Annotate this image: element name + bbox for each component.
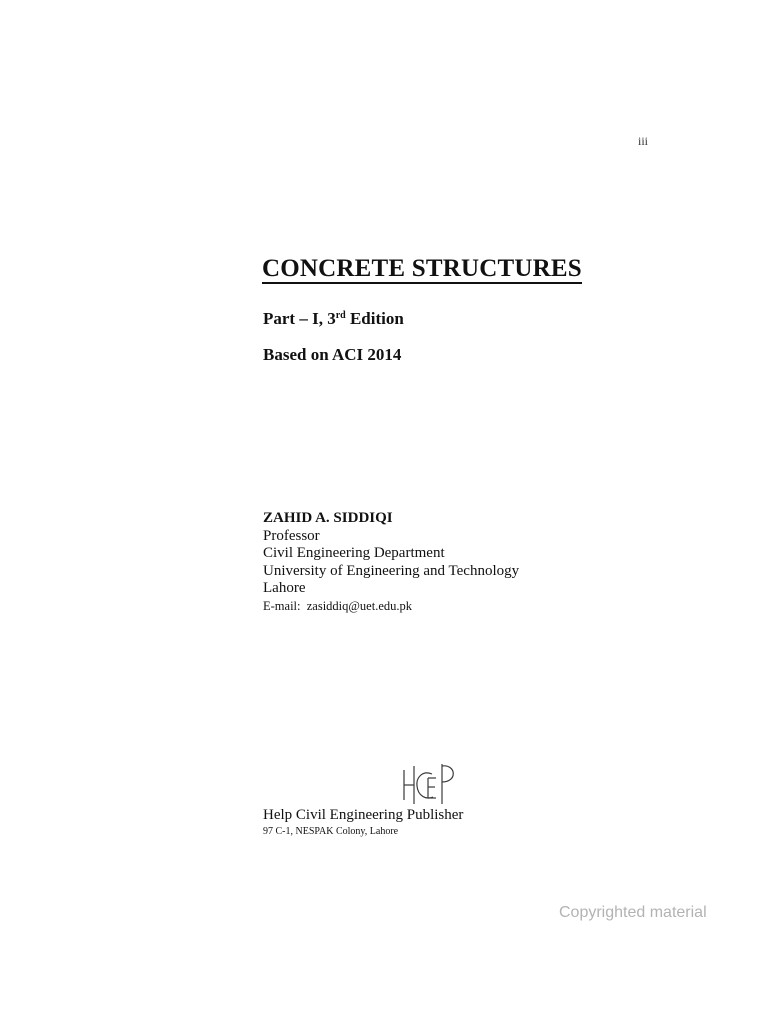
email-label: E-mail: [263, 598, 301, 613]
edition-line [263, 309, 404, 329]
page-number: iii [638, 134, 649, 148]
publisher-logo [398, 760, 462, 808]
author-email-line [263, 598, 519, 616]
publisher-address: 97 C-1, NESPAK Colony, Lahore [263, 826, 399, 837]
edition-suffix: Edition [345, 309, 404, 328]
book-title [262, 256, 582, 281]
author-city: Lahore [263, 580, 306, 596]
author-department: Civil Engineering Department [263, 545, 445, 561]
author-block [263, 510, 519, 615]
publisher-name: Help Civil Engineering Publisher [263, 807, 464, 823]
publisher-logo-mark [404, 764, 453, 804]
author-position: Professor [263, 527, 320, 544]
title-underline [262, 282, 582, 284]
code-basis-line: Based on ACI 2014 [263, 345, 402, 364]
book-title-text: CONCRETE STRUCTURES [262, 255, 582, 282]
edition-ordinal-superscript: rd [335, 310, 346, 321]
author-name: ZAHID A. SIDDIQI [263, 510, 393, 526]
email-address: zasiddiq@uet.edu.pk [306, 598, 412, 613]
edition-prefix: Part – I, 3 [263, 309, 336, 328]
copyright-watermark: Copyrighted material [559, 904, 707, 921]
author-university: University of Engineering and Technology [263, 562, 520, 579]
